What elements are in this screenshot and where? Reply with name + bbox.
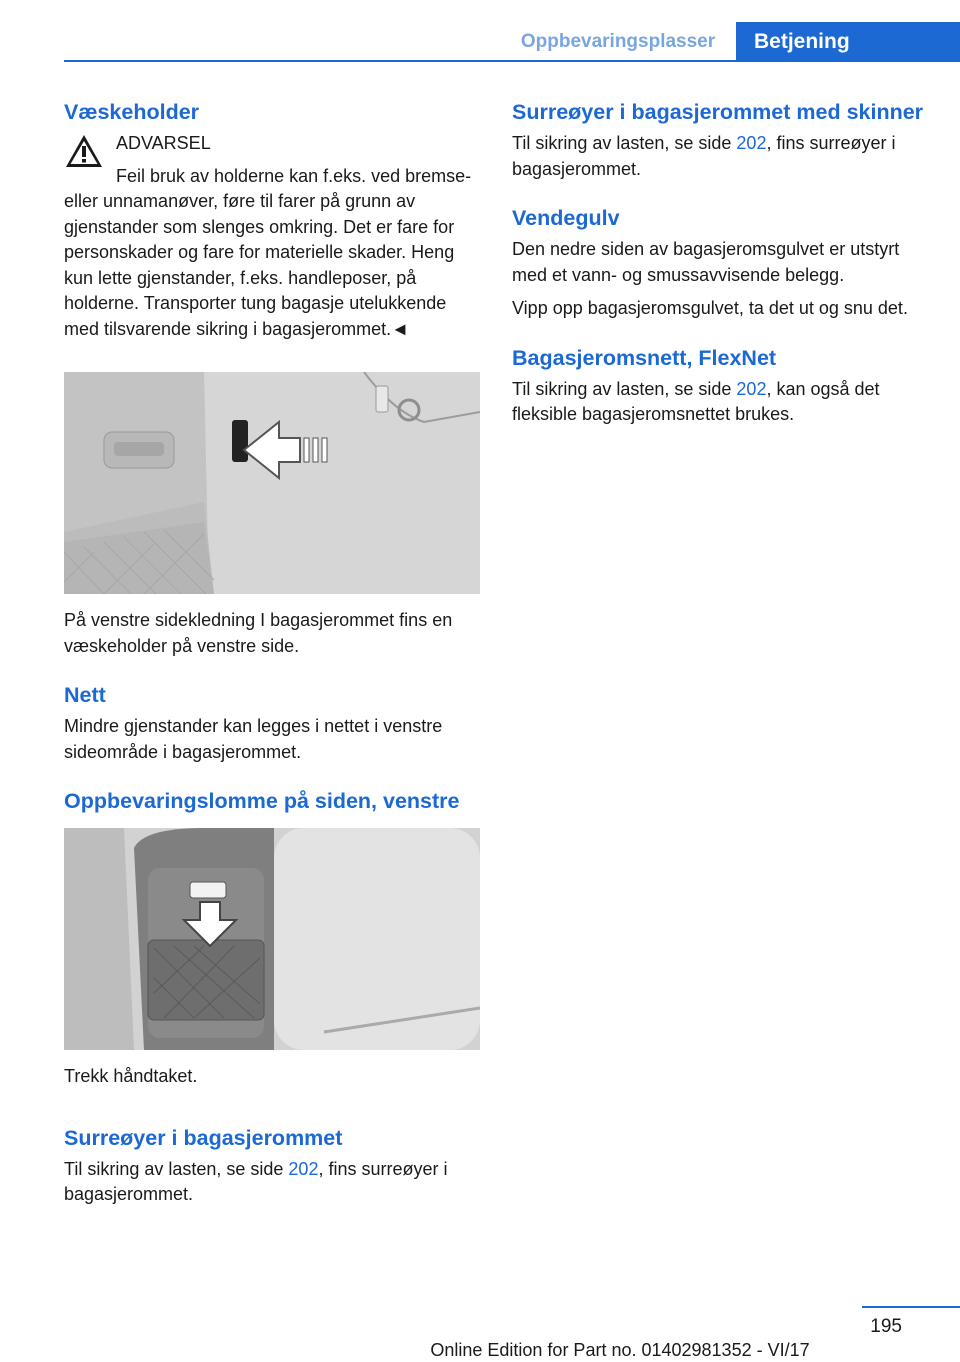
lashing-heading: Surreøyer i bagasjerommet [64, 1125, 343, 1150]
lashing-rails-section [512, 100, 932, 182]
lashing-rails-page-link[interactable]: 202 [736, 133, 767, 153]
header-section-tab: Oppbevaringsplasser [520, 31, 716, 52]
warning-triangle-icon [64, 133, 104, 169]
net-text: Mindre gjenstander kan legges i nettet i venstre sideområde i bagasjerommet. [64, 716, 443, 762]
liquid-holder-illustration [64, 372, 480, 594]
pocket-caption: Trekk håndtaket. [64, 1066, 198, 1086]
pocket-illustration [64, 828, 480, 1050]
flexnet-page-link[interactable]: 202 [736, 378, 767, 399]
reversible-floor-text-1: Den nedre siden av bagasjeromsgulvet er utstyrt med et vann- og smussavvisende belegg. [512, 239, 900, 285]
flexnet-text-before: Til sikring av lasten, se side [512, 378, 737, 399]
lashing-text-after: , fins surreøyer i bagasjerommet. [64, 1158, 448, 1204]
warning-label: ADVARSEL [116, 133, 211, 153]
page-number: 195 [870, 1316, 902, 1337]
pocket-section [64, 789, 480, 814]
lashing-rails-text [512, 131, 932, 182]
header-rule [64, 60, 960, 62]
lashing-text [64, 1157, 480, 1208]
net-section [64, 683, 480, 765]
reversible-floor-heading: Vendegulv [512, 206, 620, 230]
warning-text: Feil bruk av holderne kan f.eks. ved bremse- eller unnamanøver, føre til farer på grunn av gjenstander som slenges omkring. Det er fare for personskader og fare for materielle skader. Heng kun lette gjenstander, f.eks. handleposer, på holderne. Transporter tung bagasje utelukkende med tilsvarende sikring i bagasjerommet.◄ [64, 165, 472, 339]
liquid-holder-caption: På venstre sidekledning I bagasjerommet fins en væskeholder på venstre side. [64, 610, 453, 656]
lashing-rails-heading: Surreøyer i bagasjerommet med skinner [512, 100, 924, 124]
lashing-rails-text-after: , fins surreøyer i bagasjerommet. [512, 133, 896, 179]
warning-block [64, 131, 480, 342]
reversible-floor-text-2: Vipp opp bagasjeromsgulvet, ta det ut og snu det. [512, 298, 908, 318]
header-chapter-tab: Betjening [736, 22, 960, 62]
flexnet-section [512, 346, 932, 428]
lashing-page-link[interactable]: 202 [288, 1158, 319, 1179]
lashing-section [64, 1126, 480, 1208]
flexnet-heading: Bagasjeromsnett, FlexNet [512, 345, 777, 370]
left-column [64, 100, 480, 1208]
flexnet-text-after: , kan også det fleksible bagasjeromsnettet brukes. [512, 378, 880, 424]
edition-line [0, 1340, 960, 1361]
liquid-holder-heading: Væskeholder [64, 100, 200, 124]
flexnet-text [512, 377, 932, 428]
net-heading: Nett [64, 683, 106, 707]
footer-rule [862, 1306, 960, 1308]
edition-text: Online Edition for Part no. 01402981352 - VI/17 [430, 1340, 810, 1360]
lashing-text-before: Til sikring av lasten, se side [64, 1158, 289, 1179]
right-column [512, 100, 932, 428]
pocket-heading: Oppbevaringslomme på siden, venstre [64, 789, 460, 813]
lashing-rails-text-before: Til sikring av lasten, se side [512, 133, 737, 153]
reversible-floor-section [512, 206, 932, 322]
